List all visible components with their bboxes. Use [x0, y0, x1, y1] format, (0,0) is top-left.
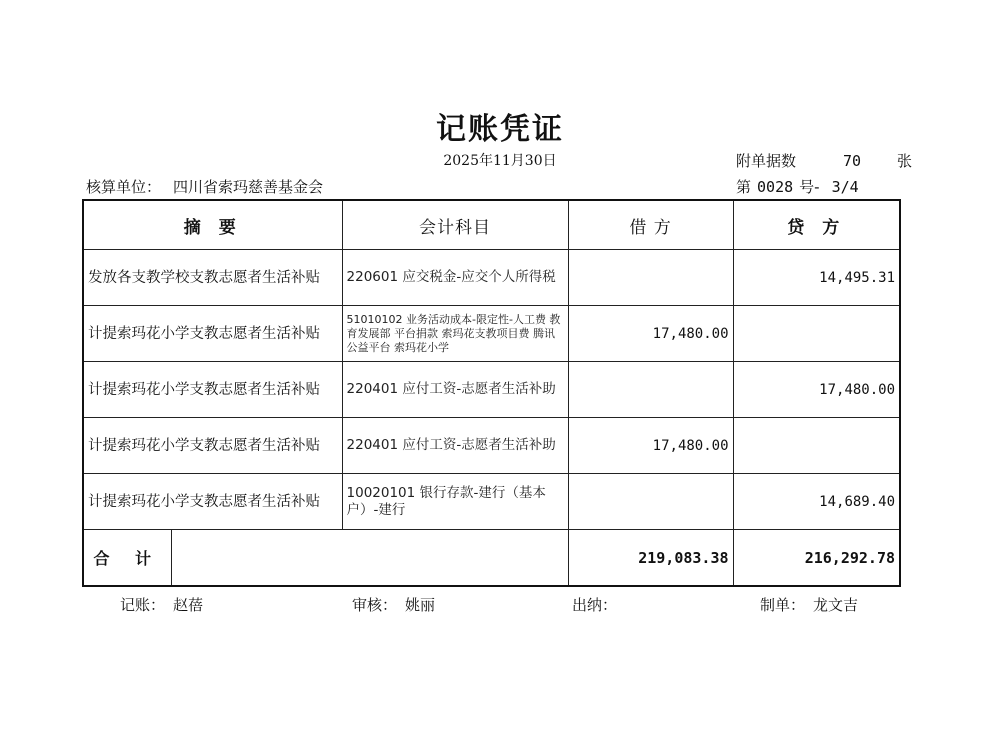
attachment-count: [736, 150, 912, 171]
accounting-unit: [86, 176, 323, 197]
ledger-table: [82, 199, 901, 587]
auditor-label: 审核：: [352, 596, 398, 614]
signature-preparer: [760, 594, 858, 615]
table-row: [83, 418, 900, 474]
table-row: [83, 306, 900, 362]
entry-summary: 计提索玛花小学支教志愿者生活补贴: [83, 474, 342, 530]
voucher-number: [736, 176, 859, 197]
entry-account: 220401 应付工资-志愿者生活补助: [342, 362, 568, 418]
entry-account: 220401 应付工资-志愿者生活补助: [342, 418, 568, 474]
total-label: 合 计: [83, 530, 171, 587]
voucher-page-number: 3/4: [831, 178, 859, 196]
bookkeeper-label: 记账：: [120, 596, 166, 614]
total-credit: 216,292.78: [733, 530, 900, 587]
entry-credit: 14,495.31: [733, 250, 900, 306]
header-account: 会计科目: [342, 200, 568, 250]
entry-debit: 17,480.00: [568, 418, 733, 474]
header-summary: 摘 要: [83, 200, 342, 250]
entry-credit: 14,689.40: [733, 474, 900, 530]
entry-summary: 计提索玛花小学支教志愿者生活补贴: [83, 306, 342, 362]
signature-bookkeeper: [120, 594, 203, 615]
attachment-unit: 张: [896, 152, 912, 170]
entry-account: 10020101 银行存款-建行（基本户）-建行: [342, 474, 568, 530]
entry-debit: 17,480.00: [568, 306, 733, 362]
voucher-number-prefix: 第: [736, 178, 752, 196]
attachment-number: 70: [842, 152, 862, 170]
auditor-name: 姚丽: [405, 596, 436, 614]
entry-credit: [733, 306, 900, 362]
voucher-number-suffix: 号-: [799, 178, 820, 196]
accounting-unit-name: 四川省索玛慈善基金会: [173, 178, 324, 196]
entry-debit: [568, 362, 733, 418]
entry-debit: [568, 474, 733, 530]
entry-account: 51010102 业务活动成本-限定性-人工费 教育发展部 平台捐款 索玛花支教项目费 腾讯公益平台 索玛花小学: [342, 306, 568, 362]
signature-cashier: [572, 594, 625, 615]
voucher-title: 记账凭证: [436, 112, 564, 147]
total-blank: [171, 530, 568, 587]
entry-summary: 发放各支教学校支教志愿者生活补贴: [83, 250, 342, 306]
total-row: [83, 530, 900, 587]
cashier-label: 出纳：: [572, 596, 618, 614]
signature-auditor: [352, 594, 435, 615]
entry-summary: 计提索玛花小学支教志愿者生活补贴: [83, 362, 342, 418]
entry-debit: [568, 250, 733, 306]
voucher-date: 2025年11月30日: [443, 153, 557, 169]
table-row: [83, 474, 900, 530]
entry-credit: 17,480.00: [733, 362, 900, 418]
entry-account: 220601 应交税金-应交个人所得税: [342, 250, 568, 306]
table-header-row: [83, 200, 900, 250]
attachment-label: 附单据数: [736, 152, 797, 170]
header-credit: 贷 方: [733, 200, 900, 250]
accounting-unit-label: 核算单位：: [86, 178, 162, 196]
bookkeeper-name: 赵蓓: [173, 596, 204, 614]
table-row: [83, 362, 900, 418]
total-debit: 219,083.38: [568, 530, 733, 587]
entry-credit: [733, 418, 900, 474]
preparer-label: 制单：: [760, 596, 806, 614]
voucher-number-value: 0028: [757, 178, 794, 196]
header-debit: 借 方: [568, 200, 733, 250]
table-row: [83, 250, 900, 306]
entry-summary: 计提索玛花小学支教志愿者生活补贴: [83, 418, 342, 474]
preparer-name: 龙文吉: [813, 596, 859, 614]
